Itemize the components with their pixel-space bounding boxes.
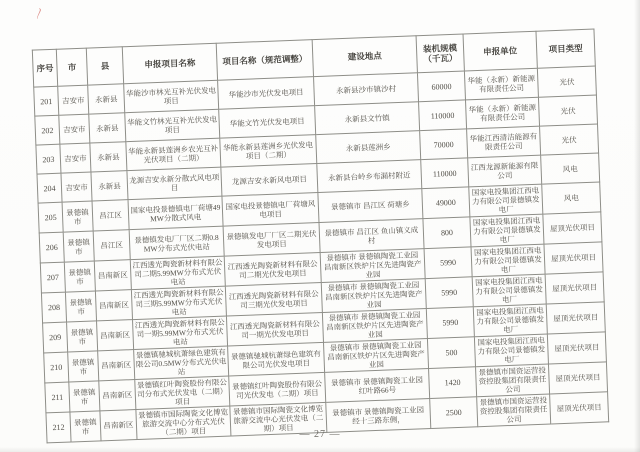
table-cell: 国家电投集团江西电力有限公司景德镇发电厂 <box>473 304 547 337</box>
table-cell: 204 <box>37 173 62 203</box>
table-cell: 龙源吉安永新分散式风电项目 <box>127 167 222 200</box>
table-cell: 景德镇市 <box>63 231 94 262</box>
table-cell: 永新县 <box>91 171 128 201</box>
table-cell: 光伏 <box>540 124 599 155</box>
table-cell: 江西透光陶瓷新材料有限公司二期5.99MW分布式光伏电站 <box>130 256 225 290</box>
table-cell: 昌南新区 <box>98 350 135 381</box>
table-cell: 华能永新县莲洲乡光伏发电项目（二期） <box>220 135 317 168</box>
table-cell: 1420 <box>429 367 477 399</box>
table-cell: 景德镇市国际陶瓷文化博览旅游交流中心分布式光伏（二期）项目 <box>136 406 231 440</box>
table-cell: 景德镇市 景德镇陶瓷工业园 昌南新区铁炉片区先进陶瓷产业园 <box>322 309 427 343</box>
table-cell: 5990 <box>424 247 472 279</box>
page-number: — 27 — <box>299 429 341 440</box>
project-approval-table <box>32 29 609 444</box>
table-cell: 景德镇红叶陶瓷股份有限公司光伏发电（二期）项目 <box>229 372 326 406</box>
table-cell: 景德镇市 <box>70 411 101 442</box>
table-cell: 景德镇市 <box>64 261 95 292</box>
table-cell: 207 <box>40 262 65 293</box>
table-cell: 江西透光陶瓷新材料有限公司一期光伏发电项目 <box>226 312 323 346</box>
table-cell: 华能（永新）新能源有限责任公司 <box>465 97 539 129</box>
table-cell: 景德镇红叶陶瓷股份有限公司分布式光伏发电（二期）项目 <box>135 376 230 410</box>
table-cell: 江西透光陶瓷新材料有限公司三期5.99MW分布式光伏电站 <box>131 286 226 320</box>
red-stamp-fragment-icon: 〳 <box>33 6 46 21</box>
table-cell: 212 <box>46 412 71 443</box>
table-cell: 光伏 <box>538 95 597 126</box>
table-cell: 屋顶光伏项目 <box>545 272 604 304</box>
table-cell: 2500 <box>430 397 478 429</box>
table-cell: 景德镇市 景德镇陶瓷工业园 昌南新区铁炉片区先进陶瓷产业园 <box>323 339 428 373</box>
table-cell: 吉安市 <box>58 85 89 115</box>
table-cell: 永新县 <box>90 142 127 172</box>
table-cell: 永新县莲洲乡 <box>316 131 421 164</box>
table-cell: 昌南新区 <box>94 260 131 291</box>
table-cell: 屋顶光伏项目 <box>547 332 606 364</box>
table-cell: 景德镇市 昌江区 鱼山镇义成村 <box>319 219 424 253</box>
table-cell: 景德镇驰城杭萧绿色建筑有限公司光伏发电项目 <box>228 342 325 376</box>
table-cell: 龙源吉安永新风电项目 <box>221 164 318 197</box>
scan-edge-shadow-bottom <box>0 447 640 452</box>
table-cell: 5990 <box>426 307 474 339</box>
table-cell: 吉安市 <box>60 143 91 173</box>
table-cell: 209 <box>43 322 68 353</box>
table-cell: 永新县文竹镇 <box>315 102 420 135</box>
table-cell: 景德镇市 <box>65 291 96 322</box>
table-cell: 800 <box>423 217 471 249</box>
table-cell: 景德镇驰城杭萧绿色建筑有限公司0.5MW分布式光伏电站 <box>134 346 229 380</box>
table-cell: 国家电投集团江西电力有限公司景德镇发电厂 <box>470 214 544 247</box>
table-cell: 华能江西清洁能源有限责任公司 <box>467 126 541 158</box>
table-tilt-wrapper <box>32 29 608 444</box>
table-cell: 江西透光陶瓷新材料有限公司二期光伏发电项目 <box>224 253 321 287</box>
table-cell: 永新县 <box>88 84 125 114</box>
table-cell: 屋顶光伏项目 <box>550 392 609 424</box>
table-cell: 206 <box>39 232 64 263</box>
column-header-1: 市 <box>56 48 87 86</box>
table-cell: 吉安市 <box>59 114 90 144</box>
column-header-5: 建设地点 <box>312 36 417 77</box>
table-cell: 211 <box>45 382 70 413</box>
table-cell: 国家电投集团江西电力有限公司景德镇发电厂 <box>471 244 545 277</box>
table-cell: 国家电投集团江西电力有限公司景德镇发电厂 <box>472 274 546 307</box>
table-cell: 华能永新县莲洲乡农光互补光伏项目（二期） <box>126 138 221 171</box>
table-cell: 110000 <box>421 158 469 189</box>
table-cell: 国家电投集团江西电力有限公司景德镇发电厂 <box>469 184 543 217</box>
table-cell: 景德镇发电厂厂区二期光伏发电项目 <box>223 223 320 257</box>
table-cell: 景德镇市国资运营投资控股集团有限责任公司 <box>477 394 551 427</box>
column-header-8: 项目类型 <box>536 29 595 68</box>
table-cell: 昌南新区 <box>99 380 136 411</box>
table-cell: 永新县 <box>89 113 126 143</box>
table-cell: 屋顶光伏项目 <box>544 242 603 274</box>
table-cell: 景德镇市 <box>69 381 100 412</box>
table-cell: 201 <box>34 86 59 116</box>
table-cell: 昌南新区 <box>97 320 134 351</box>
table-cell: 景德镇市 昌江区 荷塘乡 <box>318 189 423 223</box>
table-cell: 景德镇市国资运营投资控股集团有限责任公司 <box>476 364 550 397</box>
table-cell: 华能文竹光伏发电项目 <box>219 106 316 139</box>
table-cell: 景德镇市 <box>68 351 99 382</box>
table-cell: 华能沙市林光互补光伏发电项目 <box>124 80 219 113</box>
table-cell: 永新县台岭乡布漏村附近 <box>317 160 422 193</box>
table-cell: 昌南新区 <box>100 410 137 441</box>
table-cell: 景德镇市国际陶瓷文化博览旅游交流中心光伏发电（二期）项目 <box>230 402 327 436</box>
table-cell: 屋顶光伏项目 <box>543 212 602 244</box>
table-cell: 5990 <box>425 277 473 309</box>
table-cell: 国家电投景德镇电厂荷塘风电项目 <box>222 193 319 227</box>
table-cell: 昌江区 <box>93 230 130 261</box>
table-cell: 江西透光陶瓷新材料有限公司一期5.99MW分布式光伏电站 <box>133 316 228 350</box>
table-cell: 205 <box>38 202 63 233</box>
table-cell: 光伏 <box>537 66 596 97</box>
table-cell: 景德镇市 <box>62 201 93 232</box>
table-cell: 昌南新区 <box>95 290 132 321</box>
table-cell: 风电 <box>541 153 600 184</box>
table-cell: 景德镇发电厂厂区二期0.8MW分布式光伏电站 <box>129 226 224 260</box>
column-header-7: 申报单位 <box>463 31 537 71</box>
table-cell: 49000 <box>422 187 470 219</box>
table-cell: 华能文竹林光互补光伏发电项目 <box>125 109 220 142</box>
column-header-4: 项目名称（规范调整） <box>216 40 313 81</box>
column-header-3: 申报项目名称 <box>122 43 217 84</box>
table-cell: 景德镇市 景德镇陶瓷工业园 昌南新区铁炉片区先进陶瓷产业园 <box>320 249 425 283</box>
table-cell: 华能（永新）新能源有限责任公司 <box>464 68 538 100</box>
table-cell: 景德镇市 景德镇陶瓷工业园 红叶路66号 <box>325 369 430 403</box>
column-header-6: 装机规模（千瓦） <box>416 34 464 73</box>
table-cell: 昌江区 <box>92 200 129 231</box>
table-cell: 国家电投景德镇电厂荷塘49MW分散式风电 <box>128 196 223 230</box>
table-cell: 500 <box>427 337 475 369</box>
table-cell: 华能沙市光伏发电项目 <box>218 77 315 110</box>
table-cell: 景德镇市 景德镇陶瓷工业园 经十三路东侧， <box>326 398 431 432</box>
table-cell: 国家电投集团江西电力有限公司景德镇发电厂 <box>474 334 548 367</box>
table-cell: 210 <box>44 352 69 383</box>
table-cell: 景德镇市 景德镇陶瓷工业园 昌南新区铁炉片区先进陶瓷产业园 <box>321 279 426 313</box>
table-cell: 风电 <box>542 182 601 214</box>
table-cell: 永新县沙市镇沙村 <box>314 73 419 106</box>
table-cell: 吉安市 <box>61 172 92 202</box>
table-cell: 江西龙源新能源有限公司 <box>468 155 542 187</box>
table-cell: 110000 <box>419 100 467 131</box>
column-header-2: 县 <box>86 47 123 85</box>
scan-edge-shadow-right <box>634 0 640 452</box>
column-header-0: 序号 <box>32 49 57 87</box>
table-cell: 208 <box>41 292 66 323</box>
table-cell: 203 <box>36 144 61 174</box>
table-cell: 202 <box>35 115 60 145</box>
table-cell: 江西透光陶瓷新材料有限公司三期光伏发电项目 <box>225 282 322 316</box>
table-cell: 70000 <box>420 129 468 160</box>
table-cell: 景德镇市 <box>67 321 98 352</box>
table-cell: 60000 <box>417 71 465 102</box>
table-cell: 屋顶光伏项目 <box>548 362 607 394</box>
table-cell: 屋顶光伏项目 <box>546 302 605 334</box>
